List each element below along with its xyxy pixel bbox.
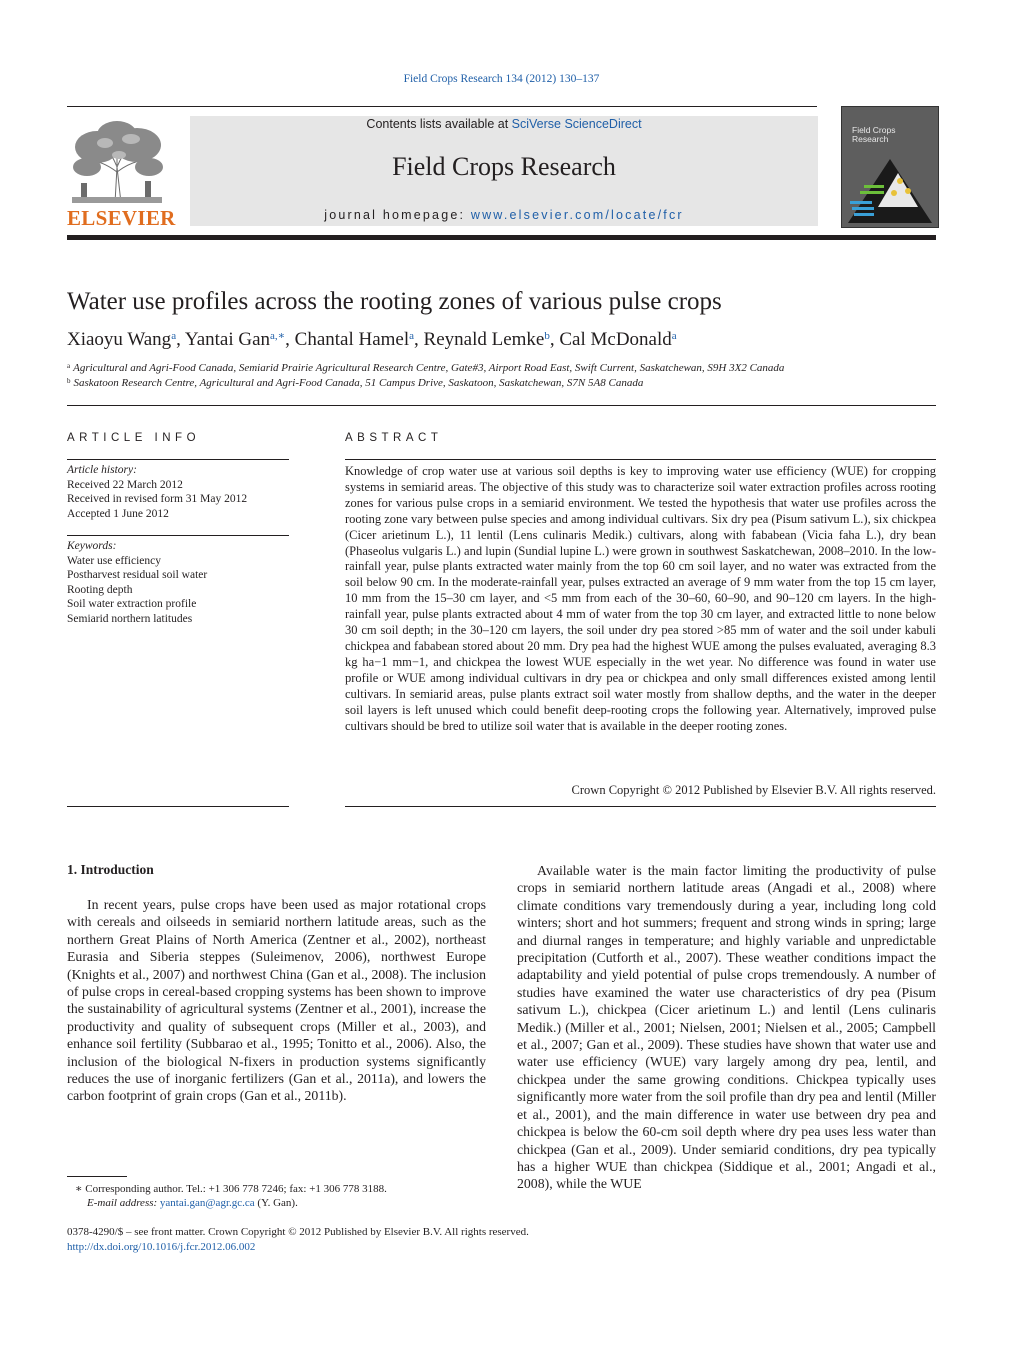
abstract-rule (345, 459, 936, 460)
affiliation-b (67, 377, 643, 389)
body-paragraph-left: In recent years, pulse crops have been used as major rotational crops with cereals and oilseeds in semiarid northern latitude areas, such as the northern Great Plains of North America (Zentner et al., 2002), northeast Eurasia and Siberia steppes (Suleimenov, 2006), northwest Europe (Knights et al., 2007) and northwest China (Gan et al., 2008). The inclusion of pulse crops in cereal-based cropping systems has been shown to improve the sustainability of agricultural systems (Zentner et al., 2001), increase the productivity and quality of subsequent crops (Miller et al., 2003), and enhance soil fertility (Subbarao et al., 1995; Tonitto et al., 2006). Also, the inclusion of the biological N-fixers in production systems significantly reduces the use of inorganic fertilizers (Gan et al., 2011a), and lowers the carbon footprint of grain crops (Gan et al., 2011b). (67, 897, 486, 1104)
affil-text: Saskatoon Research Centre, Agricultural and Agri-Food Canada, 51 Campus Drive, Saskatoon, Saskatchewan, S7N 5A8 Canada (73, 377, 644, 389)
contents-prefix: Contents lists available at (366, 117, 512, 131)
author-name: Chantal Hamel (294, 329, 410, 350)
history-entry: Received 22 March 2012 (67, 478, 183, 491)
keyword: Semiarid northern latitudes (67, 612, 193, 625)
affil-text: Agricultural and Agri-Food Canada, Semiarid Prairie Agricultural Research Centre, Gate#3, Airport Road East, Swift Current, Saskatchewan, S9H 3X2 Canada (73, 362, 785, 374)
author-name: Cal McDonald (559, 329, 672, 350)
keyword: Postharvest residual soil water (67, 569, 208, 581)
keyword: Water use efficiency (67, 554, 162, 567)
header-rule (67, 106, 817, 107)
article-info-rule (67, 459, 289, 460)
corresponding-author-line: ∗ Corresponding author. Tel.: +1 306 778 7246; fax: +1 306 778 3188. (75, 1183, 387, 1195)
abstract-rule (345, 806, 936, 807)
author-affil-marker[interactable]: a,∗ (270, 330, 286, 342)
abstract-heading: ABSTRACT (345, 432, 443, 444)
journal-name: Field Crops Research (392, 152, 616, 181)
contents-availability (190, 117, 818, 131)
article-info-rule (67, 806, 289, 807)
article-info-heading: ARTICLE INFO (67, 432, 201, 444)
header-thick-rule (67, 235, 936, 240)
author-affil-marker[interactable]: a (671, 330, 677, 342)
email-suffix: (Y. Gan). (254, 1197, 298, 1209)
introduction-heading: 1. Introduction (67, 862, 154, 877)
article-info-rule (67, 535, 289, 536)
abstract-text: Knowledge of crop water use at various soil depths is key to improving water use efficiency (WUE) for cropping systems in semiarid areas. The objective of this study was to characterize soil water extraction profiles across rooting zones for various pulse crops in a semiarid environment. We tested the hypothesis that water use profiles across the rooting zone vary between pulse species and among individual cultivars. Six dry pea (Pisum sativum L.), six chickpea (Cicer arietinum L.), 11 lentil (Lens culinaris Medik.) cultivars, along with fababean (Vicia faha L.), dry bean (Phaseolus vulgaris L.) and lupin (Sundial lupine L.) were grown in southwest Saskatchewan, 2008–2010. In the low-rainfall year, pulse plants extracted water mainly from the top 60 cm soil layer, and no water was extracted from the soil below 90 cm. In the moderate-rainfall year, pulses extracted an average of 9 mm water from the top 15 cm layer, 10 mm from the 15–30 cm layer, and <5 mm from each of the 30–60, 60–90, and 90–120 cm layers. In the high-rainfall year, pulse plants extracted about 4 mm of water from the top 30 cm layer, and extracted little to none below 30 cm soil depth; in the 30–120 cm layers, the soil under dry pea stored >85 mm of water and the soil under kabuli chickpea and fababean stored about 20 mm. Dry pea had the highest WUE among the pulses evaluated, averaging 8.3 kg ha−1 mm−1, and chickpea the lowest WUE especially in the wet year. No difference was found in water use profile or WUE among individual cultivars in dry pea or chickpea and only small differences existed among lentil cultivars. In semiarid areas, pulse plants extract soil water mostly from shallow depths, and the water in the deeper soil layers is left unused which could benefit deep-rooting crops the following year. Alternatively, improved pulse cultivars should be bred to utilize soil water that is available in the deeper rooting zones. (345, 464, 936, 733)
author-affil-marker[interactable]: b (544, 330, 550, 342)
homepage-link[interactable]: www.elsevier.com/locate/fcr (470, 208, 684, 222)
author-affil-marker[interactable]: a (171, 330, 177, 342)
sciencedirect-link[interactable]: SciVerse ScienceDirect (511, 117, 642, 131)
issn-line: 0378-4290/$ – see front matter. Crown Copyright © 2012 Published by Elsevier B.V. All rights reserved. (67, 1226, 529, 1238)
doi-link[interactable]: http://dx.doi.org/10.1016/j.fcr.2012.06.002 (67, 1241, 256, 1253)
cover-title-text: Field Crops Research (852, 125, 896, 144)
homepage-prefix: journal homepage: (324, 208, 471, 222)
author-name: Xiaoyu Wang (67, 329, 172, 350)
author-list: Xiaoyu Wang$^a$, Yantai Gan$^{a,∗}$, Chantal Hamel$^a$, Reynald Lemke$^b$, Cal McDonald$^a$ (67, 329, 677, 350)
email-link[interactable]: yantai.gan@agr.gc.ca (159, 1197, 255, 1209)
footnote-rule (67, 1176, 127, 1177)
keyword: Rooting depth (67, 583, 133, 596)
article-history (67, 463, 289, 521)
email-line (75, 1196, 495, 1210)
body-paragraph-right: Available water is the main factor limiting the productivity of pulse crops in semiarid northern latitude areas (Angadi et al., 2008) where climate conditions vary tremendously during a year, including long cold winters; short and hot summers; frequent and strong winds in spring; large and diurnal ranges in temperature; and highly variable and unpredictable precipitation (Cutforth et al., 2007). These weather conditions impact the adaptability and yield potential of pulse crops tremendously. A number of studies have examined the water use characteristics of dry pea (Pisum sativum L.), chickpea (Cicer arietinum L.) and lentil (Lens culinaris Medik.) (Miller et al., 2001; Nielsen, 2001; Nielsen et al., 2005; Campbell et al., 2007; Gan et al., 2009). These studies have shown that water use and water use efficiency (WUE) vary largely among dry pea, lentil, and chickpea under the same growing conditions. Chickpea typically uses significantly more water from the soil profile than dry pea and lentil (Miller et al., 2001), and the main difference in water use between dry pea and chickpea is below the 60-cm soil depth where dry pea uses less water than chickpea (Gan et al., 2009). Under semiarid conditions, dry pea typically has a higher WUE than chickpea (Siddique et al., 2001; Angadi et al., 2008), while the WUE (517, 863, 936, 1192)
journal-citation[interactable]: Field Crops Research 134 (2012) 130–137 (403, 73, 600, 85)
affiliation-a (67, 362, 784, 374)
author-affil-marker[interactable]: a (409, 330, 415, 342)
section-rule (67, 405, 936, 406)
author-name: Reynald Lemke (423, 329, 545, 350)
affil-marker: a (67, 362, 71, 370)
history-entry: Accepted 1 June 2012 (67, 507, 169, 520)
history-entry: Received in revised form 31 May 2012 (67, 493, 248, 505)
keywords-label: Keywords: (67, 540, 117, 552)
email-label: E-mail address: (87, 1197, 160, 1209)
journal-homepage (190, 208, 818, 222)
author-name: Yantai Gan (184, 329, 271, 350)
keyword: Soil water extraction profile (67, 598, 197, 610)
history-label: Article history: (67, 464, 137, 476)
elsevier-logo-text: ELSEVIER (67, 206, 176, 230)
abstract-copyright: Crown Copyright © 2012 Published by Elsevier B.V. All rights reserved. (571, 783, 936, 797)
keywords (67, 539, 289, 626)
corresponding-author-footnote (75, 1182, 495, 1210)
affil-marker: b (67, 377, 71, 385)
article-title: Water use profiles across the rooting zones of various pulse crops (67, 288, 722, 315)
